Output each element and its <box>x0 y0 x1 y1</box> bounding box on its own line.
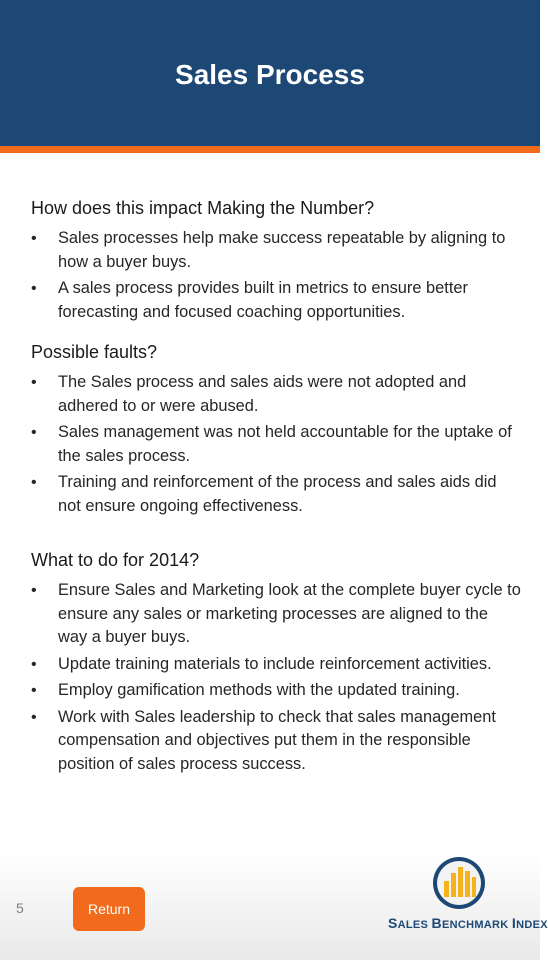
section-2014 <box>31 548 521 776</box>
bullet-item: • Employ gamification methods with the updated training. <box>31 679 521 703</box>
bullet-item: • Training and reinforcement of the process and sales aids did not ensure ongoing effectiveness. <box>31 471 521 518</box>
section-heading: Possible faults? <box>31 342 158 362</box>
return-button[interactable]: Return <box>73 887 145 931</box>
bullet-item: • Ensure Sales and Marketing look at the complete buyer cycle to ensure any sales or marketing processes are aligned to the way a buyer buys. <box>31 579 521 650</box>
logo-wordmark: SALES BENCHMARK INDEX <box>388 915 548 931</box>
slide-content <box>31 196 521 779</box>
sales-benchmark-index-logo <box>388 855 548 935</box>
bullet-item: • A sales process provides built in metrics to ensure better forecasting and focused coaching opportunities. <box>31 277 521 324</box>
page-title: Sales Process <box>175 59 365 90</box>
slide-number: 5 <box>16 900 24 916</box>
accent-stripe <box>0 146 540 153</box>
bullet-item: • Sales management was not held accountable for the uptake of the sales process. <box>31 421 521 468</box>
bullet-item: • Update training materials to include reinforcement activities. <box>31 653 521 677</box>
section-heading: How does this impact Making the Number? <box>31 198 375 218</box>
bullet-list <box>31 227 521 324</box>
bullet-item: • The Sales process and sales aids were not adopted and adhered to or were abused. <box>31 371 521 418</box>
title-banner <box>0 0 540 146</box>
section-faults <box>31 340 521 518</box>
bullet-list <box>31 371 521 518</box>
bullet-item: • Work with Sales leadership to check that sales management compensation and objectives put them in the responsible position of sales process success. <box>31 706 521 777</box>
logo-bars-icon <box>431 855 487 911</box>
bullet-list <box>31 579 521 776</box>
section-impact <box>31 196 521 324</box>
section-heading: What to do for 2014? <box>31 550 200 570</box>
bullet-item: • Sales processes help make success repeatable by aligning to how a buyer buys. <box>31 227 521 274</box>
